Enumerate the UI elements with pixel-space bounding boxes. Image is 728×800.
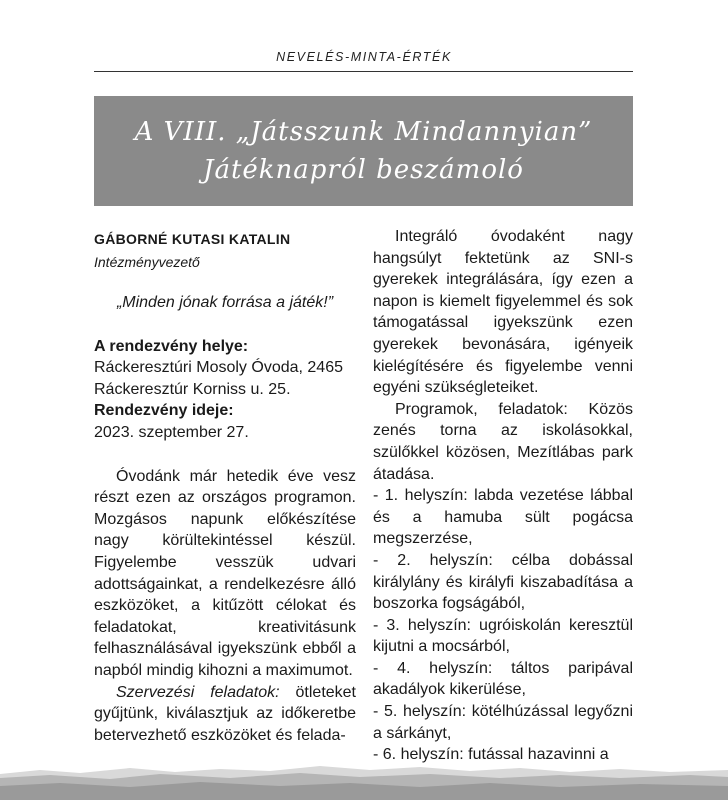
title-line-2: Játéknapról beszámoló [203, 155, 524, 185]
date-value: 2023. szeptember 27. [94, 423, 249, 441]
date-label: Rendezvény ideje: [94, 402, 234, 420]
running-head: NEVELÉS-MINTA-ÉRTÉK [276, 50, 452, 64]
right-column [373, 226, 633, 766]
station-item: - 1. helyszín: labda vezetése lábbal és a hamuba sült pogácsa megszerzése, [373, 487, 633, 548]
left-paragraph-2 [94, 682, 356, 747]
venue-label: A rendezvény helye: [94, 337, 249, 355]
station-item: - 2. helyszín: célba dobással királylány és királyfi kiszabadítása a boszorka fogságából, [373, 551, 633, 613]
author-role: Intézményvezető [94, 254, 200, 270]
organizing-tasks-text: ötleteket gyűjtünk, kiválasztjuk az időkeretbe betervezhető eszközöket és felada- [94, 683, 356, 744]
header-rule [94, 71, 633, 72]
venue-line-1: Ráckeresztúri Mosoly Óvoda, 2465 [94, 359, 343, 377]
article-title-box [94, 96, 633, 206]
title-line-1: A VIII. „Játsszunk Mindannyian” [134, 117, 593, 147]
venue-line-2: Ráckeresztúr Korniss u. 25. [94, 380, 291, 398]
right-paragraph-1: Integráló óvodaként nagy hangsúlyt fektetünk az SNI-s gyerekek integrálására, így ezen a napon is kiemelt figyelemmel és sok támogatással igyekszünk ezen gyerekek bevonására, igényeik kielégítésére és figyelembe venni egyéni szükségleteiket. [373, 228, 633, 397]
motto-quote: „Minden jónak forrása a játék!” [116, 294, 334, 311]
left-paragraph-1: Óvodánk már hetedik éve vesz részt ezen az országos programon. Mozgásos napunk előkészítése nagy körültekintéssel készül. Figyelembe vesszük udvari adottságainkat, a rendelkezésre álló eszközöket, a kitűzött célokat és feladatokat, kreativitásunk felhasználásával igyekszünk ebből a napból mindig kihozni a maximumot. [94, 467, 356, 679]
spacer [94, 444, 356, 466]
station-item: - 5. helyszín: kötélhúzással legyőzni a sárkányt, [373, 703, 633, 742]
author-name: GÁBORNÉ KUTASI KATALIN [94, 231, 291, 247]
right-paragraph-2: Programok, feladatok: Közös zenés torna az iskolásokkal, szülőkkel közösen, Mezítlábas park átadása. [373, 400, 633, 483]
organizing-tasks-label: Szervezési feladatok: [116, 683, 280, 701]
torn-page-edge [0, 760, 728, 800]
station-item: - 3. helyszín: ugróiskolán keresztül kijutni a mocsárból, [373, 616, 633, 656]
left-column [94, 226, 356, 746]
station-item: - 4. helyszín: táltos paripával akadályok kikerülése, [373, 659, 633, 699]
station-item: - 6. helyszín: futással hazavinni a [373, 746, 609, 764]
